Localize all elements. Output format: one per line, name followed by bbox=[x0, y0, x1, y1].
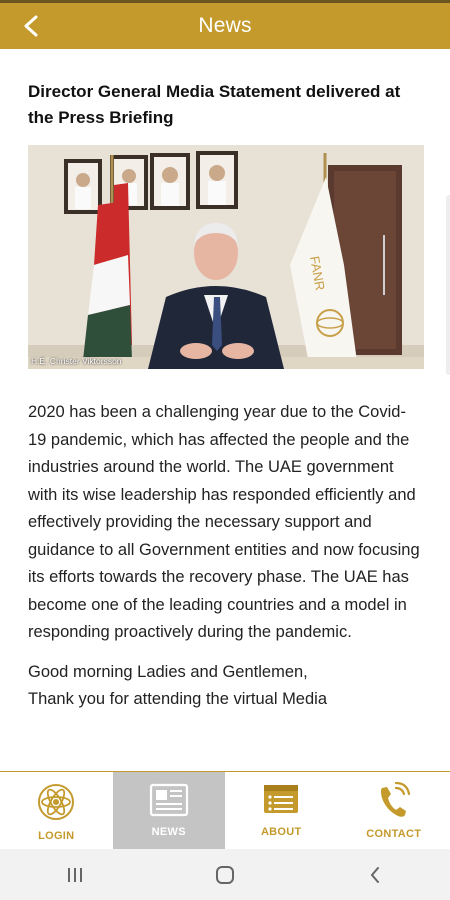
greeting-line: Good morning Ladies and Gentlemen, bbox=[28, 662, 308, 681]
system-back-button[interactable] bbox=[345, 855, 405, 895]
svg-text:FANR: FANR bbox=[307, 254, 328, 292]
nav-item-contact[interactable] bbox=[338, 772, 450, 849]
nav-label-about: ABOUT bbox=[260, 826, 302, 838]
article-paragraph: 2020 has been a challenging year due to the Covid-19 pandemic, which has affected the people and the industries around the world. The UAE government with its wise leadership has responded efficiently and effectively providing the necessary support and guidance to all Government entities and now focusing its efforts towards the recovery phase. The UAE has become one of the leading countries and a model in responding proactively during the pandemic. bbox=[28, 403, 420, 641]
nav-item-about[interactable] bbox=[225, 772, 338, 849]
scroll-indicator[interactable] bbox=[446, 195, 450, 375]
atom-icon bbox=[36, 782, 76, 822]
app-bar bbox=[0, 3, 450, 49]
phone-icon bbox=[376, 782, 412, 820]
list-icon bbox=[262, 782, 300, 818]
nav-item-login[interactable] bbox=[0, 772, 113, 849]
page-title: News bbox=[198, 14, 252, 37]
chevron-left-icon bbox=[368, 865, 382, 885]
nav-label-contact: CONTACT bbox=[366, 828, 422, 840]
article-paragraph-2 bbox=[28, 659, 422, 714]
bottom-navigation bbox=[0, 772, 450, 849]
nav-item-news[interactable] bbox=[113, 772, 226, 849]
arrow-left-icon bbox=[22, 15, 40, 37]
nav-label-news: NEWS bbox=[151, 826, 186, 838]
press-briefing-illustration bbox=[28, 145, 424, 369]
thanks-line: Thank you for attending the virtual Media bbox=[28, 690, 328, 708]
photo-caption: H.E. Christer Viktorsson bbox=[31, 356, 122, 366]
article-headline: Director General Media Statement delivered at the Press Briefing bbox=[28, 82, 401, 127]
home-button[interactable] bbox=[195, 855, 255, 895]
recent-apps-button[interactable] bbox=[45, 855, 105, 895]
article-content[interactable] bbox=[0, 49, 450, 771]
recent-apps-icon bbox=[65, 866, 85, 884]
back-button[interactable] bbox=[18, 13, 44, 39]
newspaper-icon bbox=[149, 782, 189, 818]
article-photo bbox=[28, 145, 424, 369]
home-icon bbox=[214, 864, 236, 886]
system-navigation-bar bbox=[0, 849, 450, 900]
nav-label-login: LOGIN bbox=[38, 830, 75, 842]
